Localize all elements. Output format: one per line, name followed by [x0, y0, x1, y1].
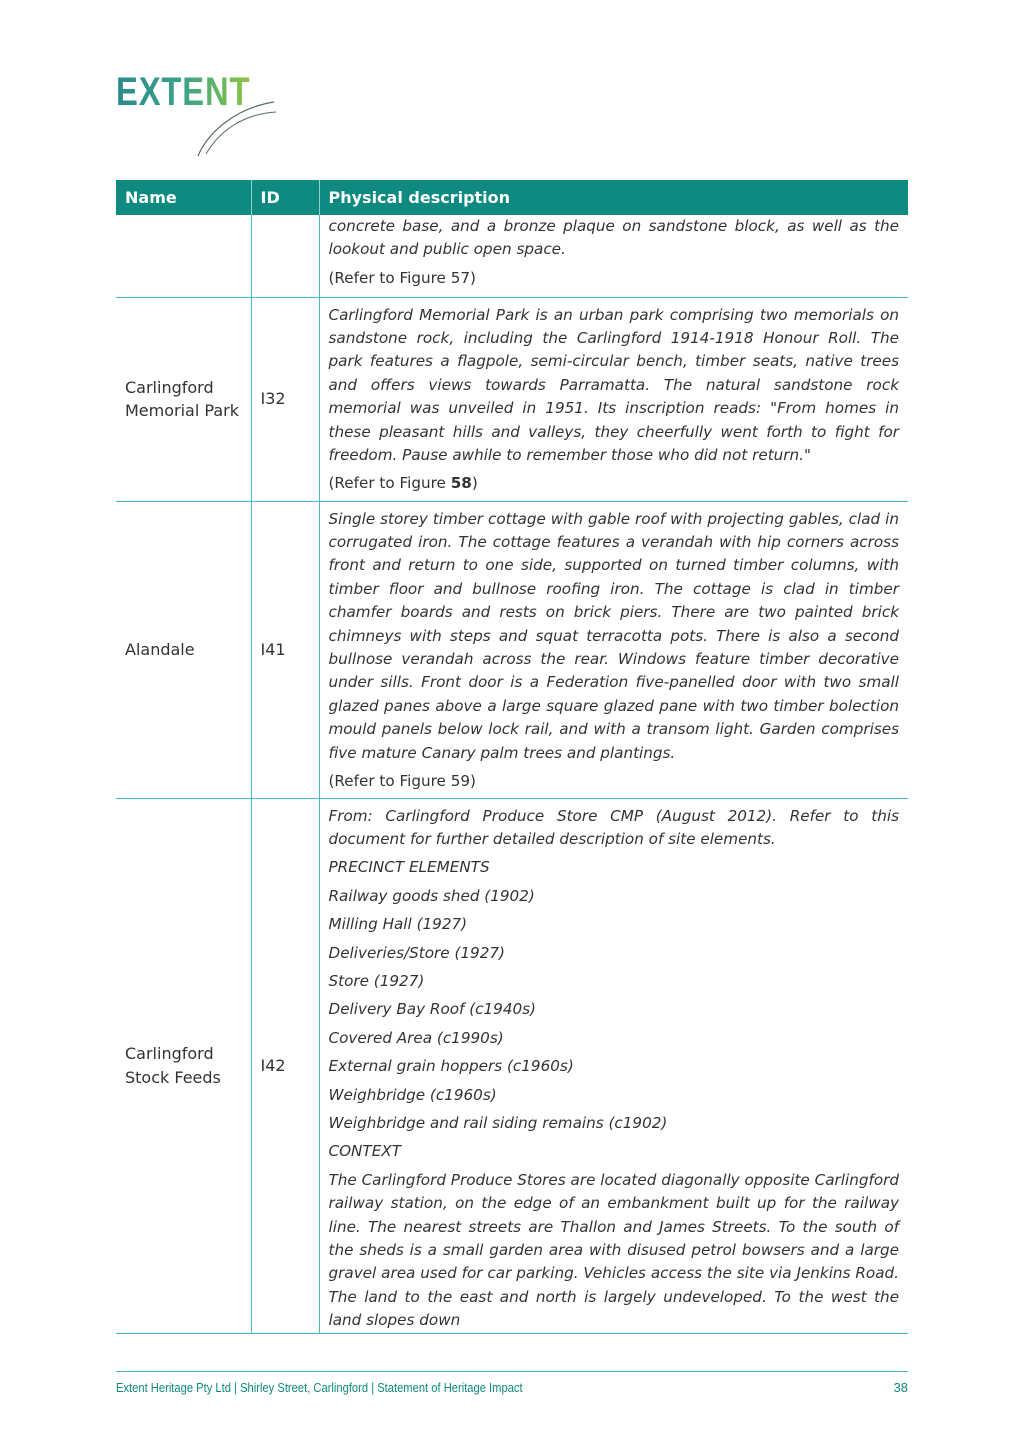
description-line: Store (1927) [328, 971, 425, 990]
figure-number: 57 [450, 268, 471, 287]
description-line: Covered Area (c1990s) [328, 1028, 504, 1047]
extent-logo [116, 70, 286, 160]
description-paragraph: From: Carlingford Produce Store CMP (August 2012). Refer to this document for further detailed description of site elements. [328, 806, 899, 848]
header-id: ID [251, 180, 319, 215]
description-line: External grain hoppers (c1960s) [328, 1057, 574, 1076]
item-description [319, 215, 908, 297]
description-line: Delivery Bay Roof (c1940s) [328, 1000, 536, 1019]
header-description: Physical description [319, 180, 908, 215]
figure-reference: (Refer to Figure 59) [328, 771, 476, 790]
description-line: Weighbridge and rail siding remains (c1902) [328, 1113, 668, 1132]
description-line: PRECINCT ELEMENTS [328, 858, 490, 877]
item-description [319, 798, 908, 1333]
description-line: Railway goods shed (1902) [328, 886, 535, 905]
header-name: Name [116, 180, 251, 215]
description-line: Weighbridge (c1960s) [328, 1085, 497, 1104]
page-number: 38 [893, 1380, 908, 1395]
table-row [116, 215, 908, 297]
item-name [116, 215, 251, 297]
description-paragraph: The Carlingford Produce Stores are located diagonally opposite Carlingford railway station, on the edge of an embankment built up for the railway line. The nearest streets are Thallon and James Streets. To the south of the sheds is a small garden area with disused petrol bowsers and a large gravel area used for car parking. Vehicles access the site via Jenkins Road. The land to the east and north is largely undeveloped. To the west the land slopes down [328, 1170, 899, 1330]
item-name: Alandale [116, 501, 251, 798]
table-row [116, 501, 908, 798]
description-line: Milling Hall (1927) [328, 915, 468, 934]
table-header-row [116, 180, 908, 215]
item-id [251, 215, 319, 297]
description-paragraph: Carlingford Memorial Park is an urban park comprising two memorials on sandstone rock, including the Carlingford 1914-1918 Honour Roll. The park features a flagpole, semi-circular bench, timber seats, native trees and offers views towards Parramatta. The natural sandstone rock memorial was unveiled in 1951. Its inscription reads: "From homes in these pleasant hills and valleys, they cheerfully went forth to fight for freedom. Pause awhile to remember those who did not return." [328, 305, 899, 464]
figure-number: 59 [450, 771, 471, 790]
item-id: I42 [251, 798, 319, 1333]
figure-reference: (Refer to Figure 57) [328, 268, 476, 287]
logo-wordmark: EXTENT [116, 70, 251, 114]
heritage-items-table [116, 180, 908, 1334]
item-id: I32 [251, 297, 319, 501]
item-name: Carlingford Stock Feeds [116, 798, 251, 1333]
figure-number: 58 [450, 474, 472, 493]
logo-swoosh-icon [116, 70, 286, 160]
description-line: Deliveries/Store (1927) [328, 943, 505, 962]
description-line: CONTEXT [328, 1142, 401, 1161]
figure-reference: (Refer to Figure 58) [328, 474, 478, 493]
item-description [319, 501, 908, 798]
item-name: Carlingford Memorial Park [116, 297, 251, 501]
description-paragraph: Single storey timber cottage with gable roof with projecting gables, clad in corrugated iron. The cottage features a verandah with hip corners across front and return to one side, supported on turned timber columns, with timber floor and bullnose roofing iron. The cottage is clad in timber chamfer boards and rests on brick piers. There are two painted brick chimneys with steps and squat terracotta pots. There is also a second bullnose verandah across the rear. Windows feature timber decorative under sills. Front door is a Federation five-panelled door with two small glazed panes above a large square glazed pane with two timber bolection mould panels below lock rail, and with a transom light. Garden comprises five mature Canary palm trees and plantings. [328, 509, 899, 762]
item-description [319, 297, 908, 501]
table-row [116, 297, 908, 501]
table-row [116, 798, 908, 1333]
footer-text: Extent Heritage Pty Ltd | Shirley Street, Carlingford | Statement of Heritage Impact [116, 1380, 523, 1395]
footer-divider [116, 1371, 908, 1372]
item-id: I41 [251, 501, 319, 798]
description-paragraph: concrete base, and a bronze plaque on sandstone block, as well as the lookout and public open space. [328, 217, 899, 259]
